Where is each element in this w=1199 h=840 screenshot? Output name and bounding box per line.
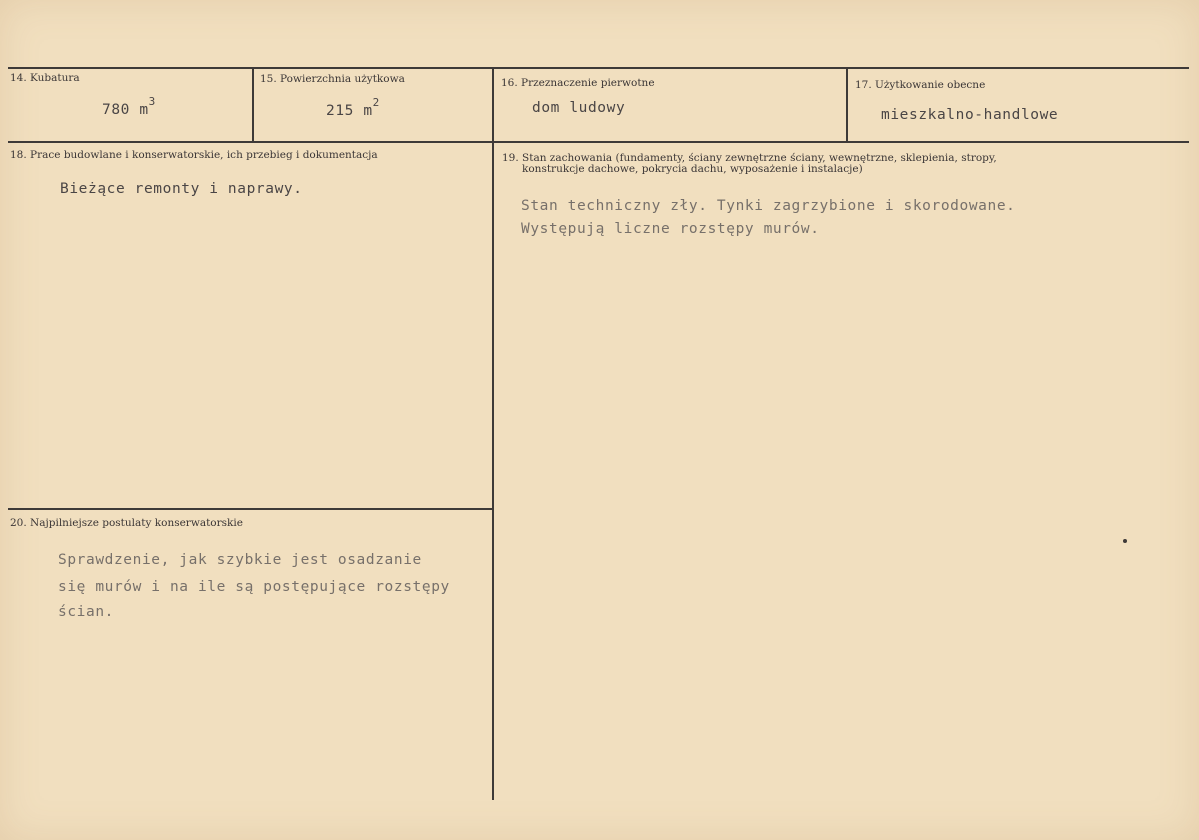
- kubatura-value: [102, 95, 156, 118]
- ink-speck: [1123, 539, 1127, 543]
- powierzchnia-value: [326, 96, 380, 119]
- top-rule: [8, 67, 1189, 69]
- przeznaczenie-value: dom ludowy: [532, 100, 626, 116]
- kubatura-label: 14. Kubatura: [10, 72, 80, 84]
- divider-15-16: [492, 67, 494, 800]
- postulaty-text-line2: się murów i na ile są postępujące rozstępy: [58, 579, 450, 595]
- prace-label: 18. Prace budowlane i konserwatorskie, ich przebieg i dokumentacja: [10, 149, 378, 161]
- powierzchnia-number: 215 m: [326, 102, 373, 119]
- prace-text: Bieżące remonty i naprawy.: [60, 181, 303, 197]
- uzytkowanie-value: mieszkalno-handlowe: [881, 107, 1059, 123]
- section18-bottom-rule: [8, 508, 494, 510]
- postulaty-label: 20. Najpilniejsze postulaty konserwatorskie: [10, 517, 243, 529]
- stan-text-line2: Występują liczne rozstępy murów.: [521, 221, 820, 237]
- kubatura-unit-exponent: 3: [148, 95, 156, 108]
- przeznaczenie-label: 16. Przeznaczenie pierwotne: [501, 77, 655, 89]
- kubatura-number: 780 m: [102, 101, 149, 118]
- divider-14-15: [252, 67, 254, 142]
- stan-label-line1: 19. Stan zachowania (fundamenty, ściany zewnętrzne ściany, wewnętrzne, sklepienia, stropy,: [502, 152, 997, 164]
- row1-bottom-rule: [8, 141, 1189, 143]
- postulaty-text-line1: Sprawdzenie, jak szybkie jest osadzanie: [58, 552, 422, 568]
- uzytkowanie-label: 17. Użytkowanie obecne: [855, 79, 986, 91]
- stan-text-line1: Stan techniczny zły. Tynki zagrzybione i skorodowane.: [521, 198, 1016, 214]
- powierzchnia-label: 15. Powierzchnia użytkowa: [260, 73, 405, 85]
- powierzchnia-unit-exponent: 2: [372, 96, 380, 109]
- divider-16-17: [846, 67, 848, 142]
- stan-label-line2: konstrukcje dachowe, pokrycia dachu, wyposażenie i instalacje): [522, 163, 863, 175]
- postulaty-text-line3: ścian.: [58, 604, 114, 620]
